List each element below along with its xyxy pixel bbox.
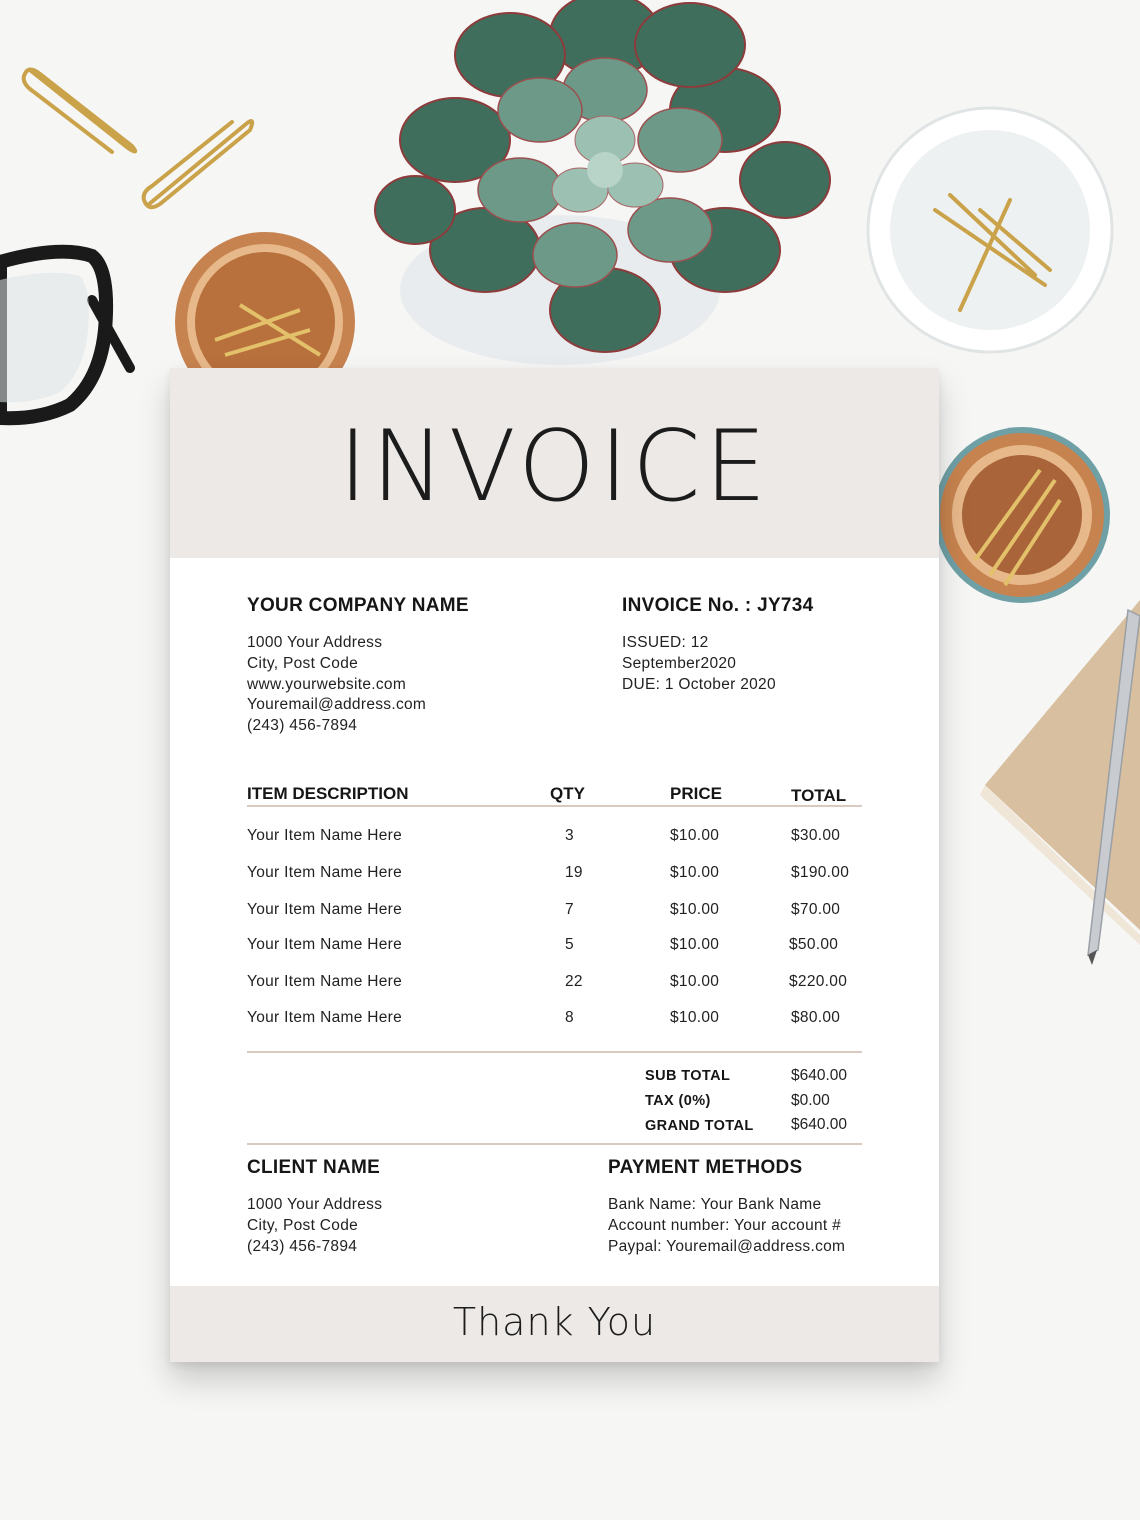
- table-bottom-divider: [247, 1051, 862, 1053]
- bank-name-line: Bank Name: Your Bank Name: [608, 1196, 822, 1213]
- client-address-block: [247, 1195, 382, 1257]
- item-total: $30.00: [791, 827, 841, 844]
- invoice-sheet: [170, 368, 939, 1362]
- company-email: Youremail@address.com: [247, 696, 427, 714]
- item-description: Your Item Name Here: [247, 973, 403, 990]
- item-description: Your Item Name Here: [247, 864, 403, 881]
- item-description: Your Item Name Here: [247, 1009, 403, 1026]
- column-header-total: TOTAL: [791, 786, 847, 805]
- table-row: [170, 973, 939, 995]
- thank-you-text: Thank You: [452, 1300, 657, 1344]
- invoice-title: INVOICE: [338, 410, 771, 524]
- subtotal-value: $640.00: [791, 1067, 848, 1084]
- table-row: [170, 827, 939, 849]
- item-qty: 8: [565, 1009, 574, 1026]
- payment-methods-block: [608, 1195, 845, 1257]
- item-total: $220.00: [789, 973, 848, 990]
- company-address-line: 1000 Your Address: [247, 634, 383, 651]
- company-address-block: [247, 633, 426, 737]
- table-row: [170, 864, 939, 886]
- item-description: Your Item Name Here: [247, 827, 403, 844]
- table-row: [170, 936, 939, 958]
- copper-bowl-icon: [934, 427, 1110, 603]
- table-row: [170, 1009, 939, 1031]
- item-price: $10.00: [670, 827, 720, 844]
- item-qty: 22: [565, 973, 583, 990]
- invoice-header-band: [170, 368, 939, 558]
- tax-value: $0.00: [791, 1092, 830, 1109]
- company-phone: (243) 456-7894: [247, 717, 358, 735]
- item-price: $10.00: [670, 936, 720, 953]
- glasses-icon: [0, 252, 130, 419]
- company-website: www.yourwebsite.com: [247, 675, 407, 693]
- item-total: $80.00: [791, 1009, 841, 1026]
- tax-label: TAX (0%): [645, 1093, 711, 1109]
- grand-total-value: $640.00: [791, 1116, 848, 1133]
- paper-clip-icon: [24, 69, 135, 152]
- item-price: $10.00: [670, 1009, 720, 1026]
- column-header-description: ITEM DESCRIPTION: [247, 784, 409, 803]
- table-row: [170, 901, 939, 923]
- grand-total-label: GRAND TOTAL: [645, 1118, 754, 1134]
- client-name: CLIENT NAME: [247, 1157, 381, 1178]
- item-total: $50.00: [789, 936, 839, 953]
- company-name: YOUR COMPANY NAME: [247, 595, 469, 616]
- totals-divider: [247, 1143, 862, 1145]
- account-number-line: Account number: Your account #: [608, 1216, 842, 1234]
- invoice-dates-block: [622, 633, 776, 695]
- item-qty: 3: [565, 827, 574, 844]
- item-description: Your Item Name Here: [247, 901, 403, 918]
- due-date-line: DUE: 1 October 2020: [622, 675, 776, 693]
- item-total: $190.00: [791, 864, 850, 881]
- column-header-price: PRICE: [670, 784, 722, 803]
- subtotal-label: SUB TOTAL: [645, 1068, 731, 1084]
- item-description: Your Item Name Here: [247, 936, 403, 953]
- invoice-number: INVOICE No. : JY734: [622, 595, 814, 616]
- client-city-line: City, Post Code: [247, 1216, 359, 1234]
- item-price: $10.00: [670, 864, 720, 881]
- payment-methods-title: PAYMENT METHODS: [608, 1157, 803, 1178]
- issued-date-line-2: September2020: [622, 654, 737, 672]
- column-header-qty: QTY: [550, 784, 585, 803]
- item-total: $70.00: [791, 901, 841, 918]
- paper-clip-icon: [144, 121, 253, 207]
- item-qty: 7: [565, 901, 574, 918]
- issued-date-line: ISSUED: 12: [622, 634, 709, 651]
- succulent-plant-icon: [375, 0, 830, 365]
- client-phone: (243) 456-7894: [247, 1237, 358, 1255]
- white-bowl-icon: [868, 108, 1112, 352]
- item-price: $10.00: [670, 901, 720, 918]
- company-city-line: City, Post Code: [247, 654, 359, 672]
- item-qty: 19: [565, 864, 583, 881]
- table-header-divider: [247, 805, 862, 807]
- item-price: $10.00: [670, 973, 720, 990]
- client-address-line: 1000 Your Address: [247, 1196, 383, 1213]
- paypal-line: Paypal: Youremail@address.com: [608, 1237, 846, 1255]
- item-qty: 5: [565, 936, 574, 953]
- invoice-footer-band: [170, 1286, 939, 1362]
